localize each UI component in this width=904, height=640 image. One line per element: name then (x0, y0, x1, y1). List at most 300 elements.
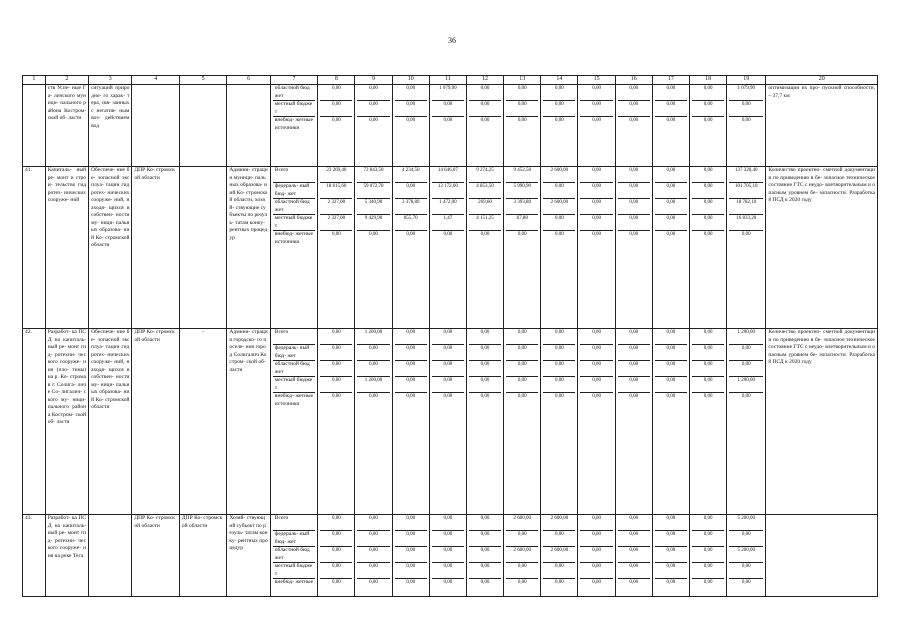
value: 0,00 (443, 118, 453, 123)
value: 0,00 (580, 215, 612, 231)
column-header: 13 (504, 76, 541, 85)
value-cell (578, 167, 615, 329)
source-label: внебюд- жетные источники (274, 117, 314, 131)
value: 0,00 (357, 547, 389, 563)
value: 5 990,90 (506, 183, 538, 199)
value: 3 393,80 (506, 199, 538, 215)
value: 0,00 (357, 361, 389, 377)
source-label: федераль- ный бюд- жет (273, 531, 316, 547)
row-number-cell (23, 85, 46, 167)
value: 0,00 (406, 118, 416, 123)
value-cell (578, 515, 615, 597)
value-cell (318, 85, 355, 167)
value: 0,00 (655, 167, 687, 183)
value-cell (615, 85, 652, 167)
value: 0,00 (395, 361, 427, 377)
value: 0,00 (555, 118, 564, 123)
source-label: внебюд- жетные источники (274, 393, 314, 407)
value: 0,00 (506, 85, 538, 101)
value: 0,00 (357, 531, 389, 547)
value: 0,00 (703, 580, 713, 585)
value-cell (466, 167, 503, 329)
value: 0,00 (741, 232, 751, 237)
value-cell (652, 515, 689, 597)
value: 0,00 (320, 563, 352, 579)
value: 0,00 (543, 183, 575, 199)
value: 0,00 (543, 531, 575, 547)
value: 0,00 (320, 345, 352, 361)
page-number: 36 (448, 36, 456, 45)
source-label: местный бюджет (273, 101, 316, 117)
value: 0,00 (618, 215, 650, 231)
value: 0,00 (443, 394, 453, 399)
source-label: Всего (273, 515, 316, 531)
value: 101 705,10 (729, 183, 763, 199)
value-cell (727, 167, 766, 329)
event-name-cell: Разработ- ка ПСД на капиталь- ный ре- монт гид- ротехни- ческого сооруже- ния (пло- тины) на р. Ко- строма в г. Солига- личе Со- лигалич- ского му- ници- пального района Костром- ской об- ласти (45, 329, 88, 515)
value: 0,00 (469, 531, 501, 547)
column-header: 1 (23, 76, 46, 85)
value: 67,88 (506, 215, 538, 231)
value-cell (504, 329, 541, 515)
value: 0,00 (395, 329, 427, 345)
value-cell (727, 329, 766, 515)
value: 0,00 (655, 199, 687, 215)
value: 0,00 (395, 531, 427, 547)
value-cell (355, 329, 392, 515)
value: 0,00 (469, 547, 501, 563)
value: 0,00 (369, 580, 378, 585)
value: 0,00 (517, 232, 527, 237)
coexecutor-cell (179, 85, 227, 167)
source-label: областной бюджет (273, 361, 316, 377)
value: 2 327,00 (320, 215, 352, 231)
value-cell (541, 515, 578, 597)
value: 59 072,70 (357, 183, 389, 199)
value-cell (727, 85, 766, 167)
value: 0,00 (618, 329, 650, 345)
value: 0,00 (629, 118, 639, 123)
value: 0,00 (580, 85, 612, 101)
value: 0,00 (543, 85, 575, 101)
value: 5 340,90 (357, 199, 389, 215)
value: 0,00 (331, 394, 341, 399)
participant-cell: Админи- страция городско- го поселе- ния город Солигалич Костром- ской об- ласти (227, 329, 270, 515)
value: 0,00 (506, 329, 538, 345)
value-cell (318, 329, 355, 515)
source-label: федераль- ный бюд- жет (273, 183, 316, 199)
column-header: 7 (270, 76, 318, 85)
value-cell (392, 329, 429, 515)
value: 0,00 (592, 394, 601, 399)
value-cell (615, 167, 652, 329)
value: 0,00 (741, 118, 751, 123)
value: 73 843,50 (357, 167, 389, 183)
participant-cell (227, 85, 270, 167)
value-cell (578, 329, 615, 515)
value: 0,00 (395, 345, 427, 361)
value: 0,00 (395, 85, 427, 101)
value: 0,00 (692, 345, 724, 361)
value: 0,00 (395, 183, 427, 199)
value-cell (541, 329, 578, 515)
column-header: 16 (615, 76, 652, 85)
value: 0,00 (432, 515, 464, 531)
column-header: 6 (227, 76, 270, 85)
table-row (23, 167, 878, 329)
value-cell (504, 85, 541, 167)
value: 0,00 (580, 515, 612, 531)
coexecutor-cell (179, 167, 227, 329)
responsible-cell: ДПР Ко- стромской области (132, 515, 180, 597)
value: 2 600,00 (506, 547, 538, 563)
value: 0,00 (432, 531, 464, 547)
value: 0,00 (357, 345, 389, 361)
value: 4 234,50 (395, 167, 427, 183)
value: 0,00 (506, 531, 538, 547)
value: 2 600,00 (506, 515, 538, 531)
value: 0,00 (666, 580, 676, 585)
value: 9 274,25 (469, 167, 501, 183)
source-labels-cell (270, 85, 318, 167)
value: 0,00 (320, 101, 352, 117)
value: 0,00 (406, 394, 416, 399)
value: 0,00 (629, 232, 639, 237)
value: 0,00 (729, 361, 763, 377)
value: 0,00 (692, 167, 724, 183)
value: 0,00 (406, 580, 416, 585)
value: 0,00 (331, 118, 341, 123)
value: 9 452,58 (506, 167, 538, 183)
value: 0,00 (369, 232, 378, 237)
value: 0,00 (692, 329, 724, 345)
value: 0,00 (480, 232, 490, 237)
value: 0,00 (395, 101, 427, 117)
value: 1 200,00 (729, 329, 763, 345)
value: 0,00 (703, 232, 713, 237)
value-cell (727, 515, 766, 597)
value: 0,00 (592, 118, 601, 123)
value-cell (392, 515, 429, 597)
value: 0,00 (655, 85, 687, 101)
source-label: Всего (273, 329, 316, 345)
source-label: внебюд- жетные (274, 579, 314, 585)
value: 0,00 (580, 167, 612, 183)
value: 0,00 (580, 199, 612, 215)
value: 0,00 (357, 85, 389, 101)
value: 3 378,80 (395, 199, 427, 215)
value: 0,00 (618, 183, 650, 199)
source-label: местный бюджет (273, 377, 316, 393)
value-cell (690, 167, 727, 329)
value: 0,00 (729, 101, 763, 117)
value: 2 327,00 (320, 199, 352, 215)
value: 0,00 (543, 101, 575, 117)
table-row (23, 515, 878, 597)
value: 0,00 (729, 531, 763, 547)
value-cell (541, 85, 578, 167)
value: 0,00 (580, 377, 612, 393)
indicator-cell: Количество проектно- сметной документации по приведению в бе- зопасное техническое состояние ГТС с неудо- влетворительным и опасным уровнем бе- зопасности. Разработка 8 ПСД к 2020 году (766, 167, 878, 329)
source-label: федераль- ный бюд- жет (273, 345, 316, 361)
value: 0,00 (469, 377, 501, 393)
goal-cell: Обеспече- ние бе- зопасной эксплуа- тации гидротех- нических сооруже- ний, находя- щихся в собствен- ности му- ници- пальных образова- ний Ко- стромской области (89, 329, 132, 515)
source-label: местный бюджет (273, 563, 316, 579)
value-cell (466, 515, 503, 597)
goal-cell: Обеспече- ние бе- зопасной эксплуа- тации гидротех- нических сооруже- ний, находя- щихся в собствен- ности му- ници- пальных образова- ний Ко- стромской области (89, 167, 132, 329)
value: 4 853,50 (469, 183, 501, 199)
value: 0,00 (432, 101, 464, 117)
value: 4 151,25 (469, 215, 501, 231)
source-label: Всего (273, 167, 316, 183)
value: 0,00 (543, 345, 575, 361)
value: 0,00 (618, 531, 650, 547)
value: 1 200,00 (357, 377, 389, 393)
value: 18 615,60 (320, 183, 352, 199)
value: 0,00 (320, 329, 352, 345)
coexecutor-cell: ДПР Ко- стромской области (179, 515, 227, 597)
event-name-cell: Разработ- ка ПСД на капиталь- ный ре- монт гид- ротехни- ческого сооруже- ния на реке Тега (45, 515, 88, 597)
value: 0,00 (506, 101, 538, 117)
value: 0,00 (517, 394, 527, 399)
value: 0,00 (469, 329, 501, 345)
value: 0,00 (543, 361, 575, 377)
value: 0,00 (618, 377, 650, 393)
value: 0,00 (580, 547, 612, 563)
value: 0,00 (655, 101, 687, 117)
value: 0,00 (655, 361, 687, 377)
value-cell (615, 515, 652, 597)
value: 0,00 (580, 531, 612, 547)
value: 0,00 (703, 394, 713, 399)
value: 0,00 (692, 101, 724, 117)
value: 1 472,00 (432, 199, 464, 215)
column-header: 17 (652, 76, 689, 85)
value-cell (466, 329, 503, 515)
value: 0,00 (543, 215, 575, 231)
value: 0,00 (666, 232, 676, 237)
value: 0,00 (406, 232, 416, 237)
value: 0,00 (655, 183, 687, 199)
value: 0,00 (618, 167, 650, 183)
value: 0,00 (357, 515, 389, 531)
value: 16 833,20 (729, 215, 763, 231)
value: 0,00 (506, 377, 538, 393)
value: 0,00 (480, 394, 490, 399)
value: 0,00 (655, 563, 687, 579)
value: 0,00 (443, 232, 453, 237)
value: 5 200,00 (729, 547, 763, 563)
participant-cell: Админи- страции муници- пальных образова- ний Ко- стромской области, хозяй- ствующие субъекты по резуль- татам конку- рентных процедур (227, 167, 270, 329)
event-name-cell: Капиталь- ный ре- монт и строи- тельство гидротех- нических сооруже- ний (45, 167, 88, 329)
value-cell (690, 85, 727, 167)
value-cell (690, 515, 727, 597)
value: 0,00 (432, 377, 464, 393)
value: 0,00 (629, 580, 639, 585)
value: 0,00 (618, 85, 650, 101)
value: 5 200,00 (729, 515, 763, 531)
value: 0,00 (432, 361, 464, 377)
indicator-cell: Количество проектно- сметной документации по приведению в бе- зопасное техническое состояние ГТС с неудо- влетворительным и опасным уровнем бе- зопасности. Разработка 8 ПСД к 2020 году (766, 329, 878, 515)
responsible-cell: ДПР Ко- стромской области (132, 329, 180, 515)
value: 0,00 (555, 232, 564, 237)
value: 0,00 (592, 232, 601, 237)
value: 9 429,90 (357, 215, 389, 231)
value: 0,00 (741, 580, 751, 585)
value: 0,00 (618, 515, 650, 531)
value: 0,00 (432, 547, 464, 563)
value: 18 782,10 (729, 199, 763, 215)
value: 0,00 (320, 361, 352, 377)
value: 0,00 (692, 563, 724, 579)
column-header: 18 (690, 76, 727, 85)
value: 0,00 (655, 345, 687, 361)
responsible-cell: ДПР Ко- стромской области (132, 167, 180, 329)
value: 0,00 (692, 515, 724, 531)
goal-cell (89, 515, 132, 597)
value: 0,00 (580, 563, 612, 579)
value: 0,00 (320, 377, 352, 393)
value: 0,00 (580, 183, 612, 199)
value: 0,00 (655, 215, 687, 231)
source-label: областной бюджет (273, 547, 316, 563)
value: 1 200,00 (729, 377, 763, 393)
value: 0,00 (320, 547, 352, 563)
source-label: местный бюджет (273, 215, 316, 231)
column-header: 11 (429, 76, 466, 85)
value: 0,00 (692, 215, 724, 231)
value-cell (652, 85, 689, 167)
value: 0,00 (432, 329, 464, 345)
value: 0,00 (729, 345, 763, 361)
value-cell (466, 85, 503, 167)
value: 0,00 (331, 580, 341, 585)
value: 0,00 (692, 183, 724, 199)
value-cell (578, 85, 615, 167)
value: 0,00 (506, 345, 538, 361)
value: 0,00 (432, 345, 464, 361)
value: 1 200,00 (357, 329, 389, 345)
value: 23 269,40 (320, 167, 352, 183)
row-number-cell: 42. (23, 329, 46, 515)
value: 2 600,00 (543, 515, 575, 531)
value-cell (392, 85, 429, 167)
value: 0,00 (320, 531, 352, 547)
table-row (23, 85, 878, 167)
value: 0,00 (443, 580, 453, 585)
column-header: 3 (89, 76, 132, 85)
column-header: 8 (318, 76, 355, 85)
value-cell (504, 167, 541, 329)
value-cell (429, 329, 466, 515)
value: 0,00 (655, 377, 687, 393)
goal-cell: ситуаций природно- го харак- тера, свя- занных с негатив- ным воз- действием вод (89, 85, 132, 167)
column-header: 10 (392, 76, 429, 85)
value: 0,00 (741, 394, 751, 399)
value: 0,00 (395, 563, 427, 579)
column-header: 14 (541, 76, 578, 85)
value: 0,00 (655, 329, 687, 345)
value: 0,00 (580, 361, 612, 377)
value: 269,60 (469, 199, 501, 215)
value: 0,00 (320, 515, 352, 531)
value-cell (318, 515, 355, 597)
value: 14 646,07 (432, 167, 464, 183)
value: 0,00 (480, 118, 490, 123)
value: 0,00 (395, 515, 427, 531)
value-cell (429, 515, 466, 597)
value: 2 600,00 (543, 547, 575, 563)
value: 0,00 (480, 580, 490, 585)
table-row (23, 329, 878, 515)
value: 0,00 (555, 394, 564, 399)
value-cell (355, 515, 392, 597)
value: 0,00 (543, 563, 575, 579)
value: 0,00 (729, 563, 763, 579)
value: 855,70 (395, 215, 427, 231)
value: 0,00 (692, 361, 724, 377)
value: 0,00 (580, 329, 612, 345)
value: 0,00 (469, 515, 501, 531)
value: 1,47 (432, 215, 464, 231)
value: 0,00 (517, 118, 527, 123)
value: 0,00 (320, 85, 352, 101)
event-name-cell: ств Успе- ные Га- личского муници- пального района Костром- ской об- ласти (45, 85, 88, 167)
column-header: 5 (179, 76, 227, 85)
source-label: внебюд- жетные источники (274, 231, 314, 245)
column-header: 9 (355, 76, 392, 85)
header-row (23, 76, 878, 85)
value: 0,00 (618, 547, 650, 563)
value-cell (690, 329, 727, 515)
value: 0,00 (618, 101, 650, 117)
coexecutor-cell: - (179, 329, 227, 515)
value: 0,00 (357, 101, 389, 117)
value: 0,00 (666, 118, 676, 123)
source-label: областной бюджет (273, 199, 316, 215)
value: 0,00 (618, 199, 650, 215)
value-cell (318, 167, 355, 329)
value-cell (504, 515, 541, 597)
value: 0,00 (618, 361, 650, 377)
value: 0,00 (506, 361, 538, 377)
value: 0,00 (592, 580, 601, 585)
value: 0,00 (618, 345, 650, 361)
value: 0,00 (629, 394, 639, 399)
value: 0,00 (655, 515, 687, 531)
value: 0,00 (369, 118, 378, 123)
value: 13 172,60 (432, 183, 464, 199)
column-header: 2 (45, 76, 88, 85)
value: 0,00 (469, 101, 501, 117)
value-cell (429, 85, 466, 167)
column-header: 19 (727, 76, 766, 85)
value: 0,00 (331, 232, 341, 237)
value: 0,00 (543, 329, 575, 345)
value: 137 320,40 (729, 167, 763, 183)
row-number-cell: 43. (23, 515, 46, 597)
value: 0,00 (655, 531, 687, 547)
column-header: 12 (466, 76, 503, 85)
value: 0,00 (703, 118, 713, 123)
indicator-cell: оптимизации их про- пускной способности, – 37,7 км (766, 85, 878, 167)
column-header: 15 (578, 76, 615, 85)
value: 2 600,00 (543, 199, 575, 215)
value-cell (652, 167, 689, 329)
value: 0,00 (543, 377, 575, 393)
indicator-cell (766, 515, 878, 597)
source-labels-cell (270, 167, 318, 329)
